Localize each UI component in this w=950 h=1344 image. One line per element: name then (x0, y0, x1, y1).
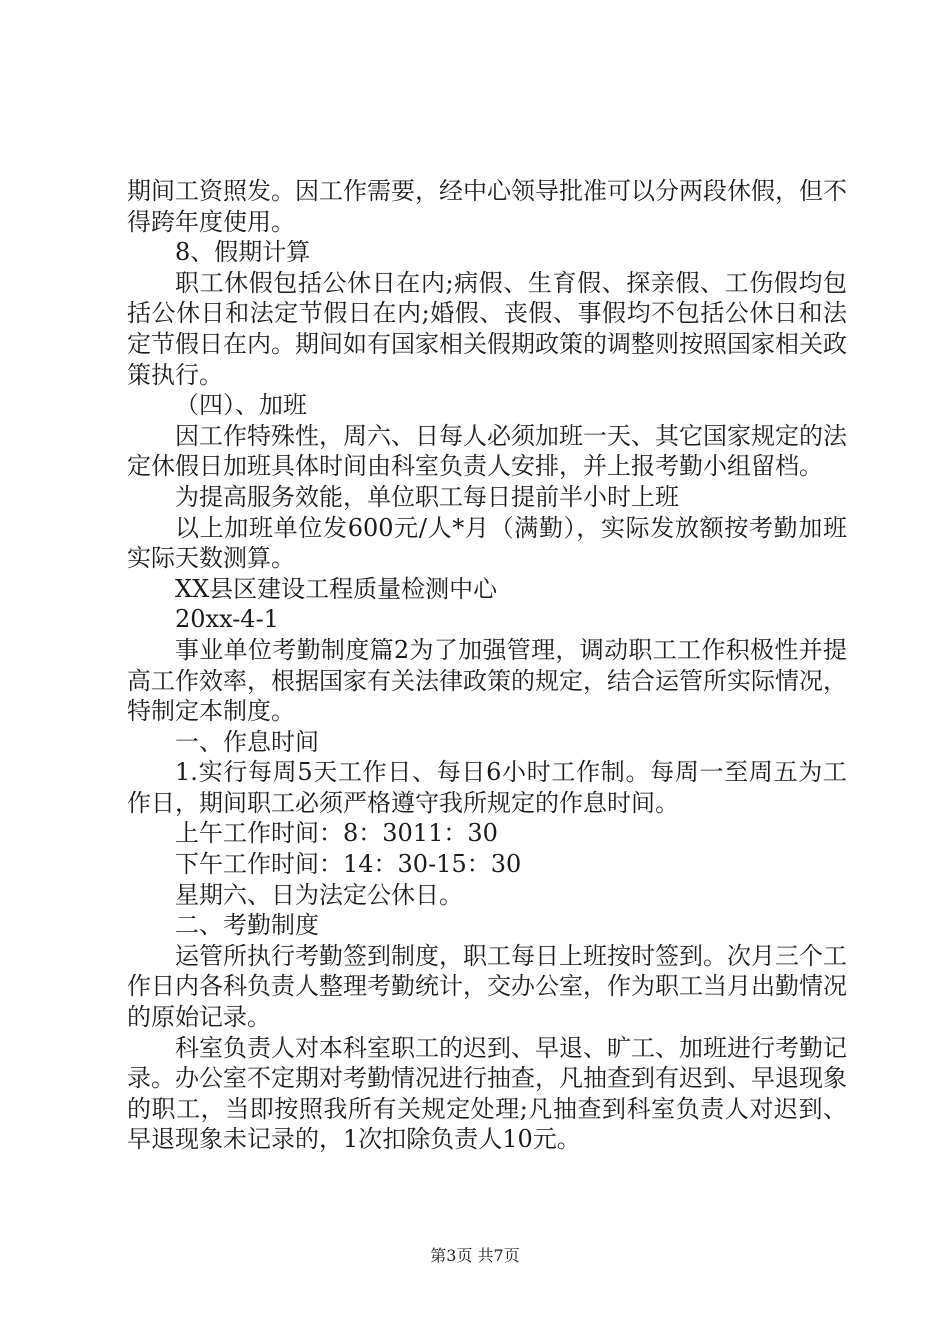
paragraph-6: 为提高服务效能，单位职工每日提前半小时上班 (175, 482, 679, 511)
paragraph-1: 期间工资照发。因工作需要，经中心领导批准可以分两段休假，但不得跨年度使用。 (127, 177, 847, 236)
document-body (127, 176, 847, 1155)
paragraph-8: XX县区建设工程质量检测中心 (175, 574, 498, 603)
paragraph-13: 上午工作时间：8：3011：30 (175, 819, 498, 848)
paragraph-16: 二、考勤制度 (175, 911, 319, 940)
paragraph-2: 8、假期计算 (175, 238, 311, 267)
paragraph-17: 运管所执行考勤签到制度，职工每日上班按时签到。次月三个工作日内各科负责人整理考勤统计，交办公室，作为职工当月出勤情况的原始记录。 (127, 941, 847, 1032)
paragraph-3: 职工休假包括公休日在内;病假、生育假、探亲假、工伤假均包括公休日和法定节假日在内;婚假、丧假、事假均不包括公休日和法定节假日在内。期间如有国家相关假期政策的调整则按照国家相关政策执行。 (127, 268, 847, 389)
paragraph-18: 科室负责人对本科室职工的迟到、早退、旷工、加班进行考勤记录。办公室不定期对考勤情况进行抽查，凡抽查到有迟到、早退现象的职工，当即按照我所有关规定处理;凡抽查到科室负责人对迟到、早退现象未记录的，1次扣除负责人10元。 (127, 1033, 847, 1154)
paragraph-5: 因工作特殊性，周六、日每人必须加班一天、其它国家规定的法定休假日加班具体时间由科室负责人安排，并上报考勤小组留档。 (127, 421, 847, 481)
paragraph-14: 下午工作时间：14：30-15：30 (175, 850, 522, 879)
paragraph-12: 1.实行每周5天工作日、每日6小时工作制。每周一至周五为工作日，期间职工必须严格遵守我所规定的作息时间。 (127, 758, 847, 817)
paragraph-4: （四）、加班 (175, 391, 307, 420)
paragraph-7: 以上加班单位发600元/人*月（满勤），实际发放额按考勤加班实际天数测算。 (127, 513, 847, 573)
paragraph-11: 一、作息时间 (175, 727, 319, 756)
paragraph-10: 事业单位考勤制度篇2为了加强管理，调动职工工作积极性并提高工作效率，根据国家有关法律政策的规定，结合运管所实际情况，特制定本制度。 (127, 635, 847, 726)
paragraph-15: 星期六、日为法定公休日。 (175, 880, 463, 909)
page-footer: 第3页 共7页 (430, 1246, 520, 1265)
paragraph-9: 20xx-4-1 (175, 605, 279, 634)
